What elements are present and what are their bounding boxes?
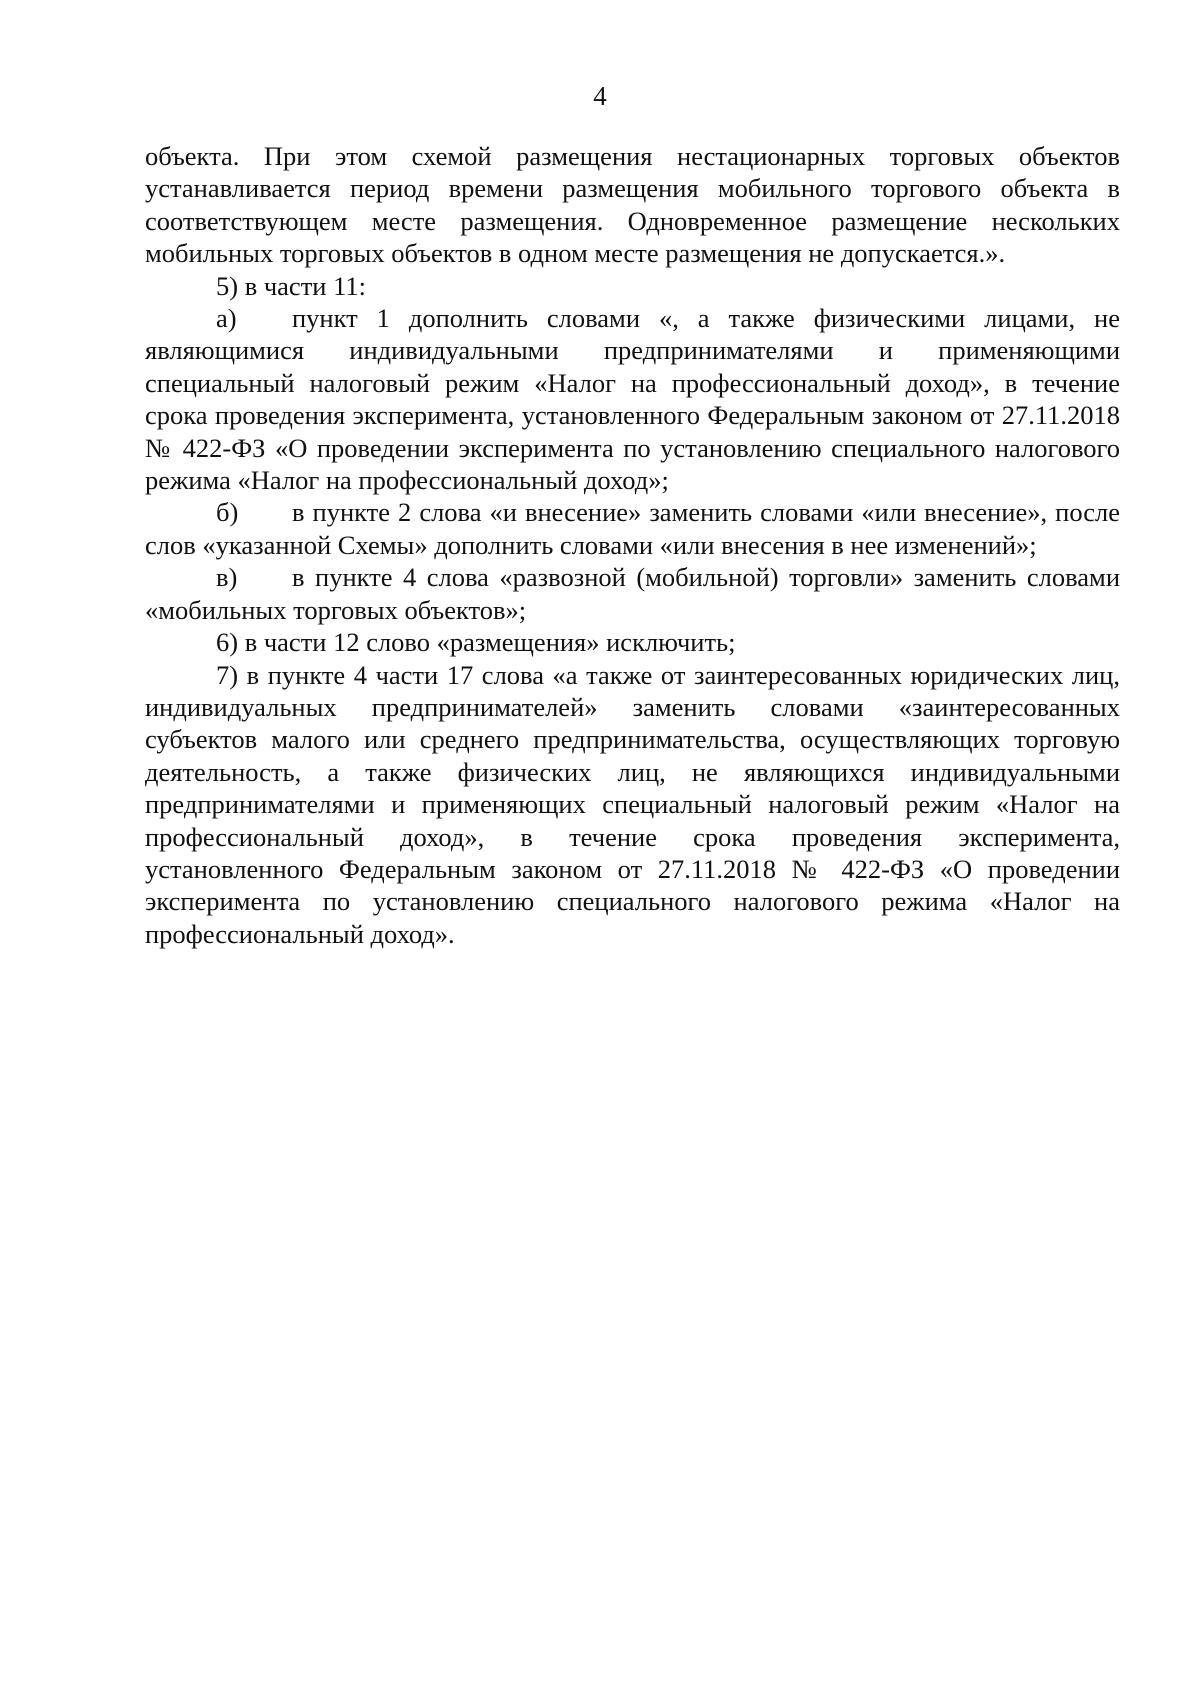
document-body <box>145 140 1120 950</box>
paragraph-item-5a <box>145 302 1120 496</box>
item-text-a: пункт 1 дополнить словами «, а также физическими лицами, не являющимися индивидуальными предпринимателями и применяющими специальный налоговый режим «Налог на профессиональный доход», в течение срока проведения эксперимента, установленного Федеральным законом от 27.11.2018 № 422-ФЗ «О проведении эксперимента по установлению специального налогового режима «Налог на профессиональный доход»; <box>145 303 1120 496</box>
paragraph-continuation: объекта. При этом схемой размещения нестационарных торговых объектов устанавливается период времени размещения мобильного торгового объекта в соответствующем месте размещения. Одновременное размещение нескольких мобильных торговых объектов в одном месте размещения не допускается.». <box>145 141 1120 269</box>
paragraph-item-6: 6) в части 12 слово «размещения» исключить; <box>216 627 736 658</box>
item-label-a: а) <box>216 303 237 334</box>
page-number: 4 <box>593 81 607 111</box>
paragraph-item-5v <box>145 561 1120 626</box>
item-text-v: в пункте 4 слова «развозной (мобильной) торговли» заменить словами «мобильных торговых объектов»; <box>145 562 1120 625</box>
paragraph-item-7: 7) в пункте 4 части 17 слова «а также от заинтересованных юридических лиц, индивидуальных предпринимателей» заменить словами «заинтересованных субъектов малого или среднего предпринимательства, осуществляющих торговую деятельность, а также физических лиц, не являющихся индивидуальными предпринимателями и применяющих специальный налоговый режим «Налог на профессиональный доход», в течение срока проведения эксперимента, установленного Федеральным законом от 27.11.2018 № 422-ФЗ «О проведении эксперимента по установлению специального налогового режима «Налог на профессиональный доход». <box>145 659 1120 949</box>
item-label-v: в) <box>216 562 238 593</box>
paragraph-item-5: 5) в части 11: <box>216 270 366 301</box>
item-label-b: б) <box>216 497 239 528</box>
item-text-b: в пункте 2 слова «и внесение» заменить словами «или внесение», после слов «указанной Схемы» дополнить словами «или внесения в нее изменений»; <box>145 497 1120 560</box>
paragraph-item-5b <box>145 496 1120 561</box>
